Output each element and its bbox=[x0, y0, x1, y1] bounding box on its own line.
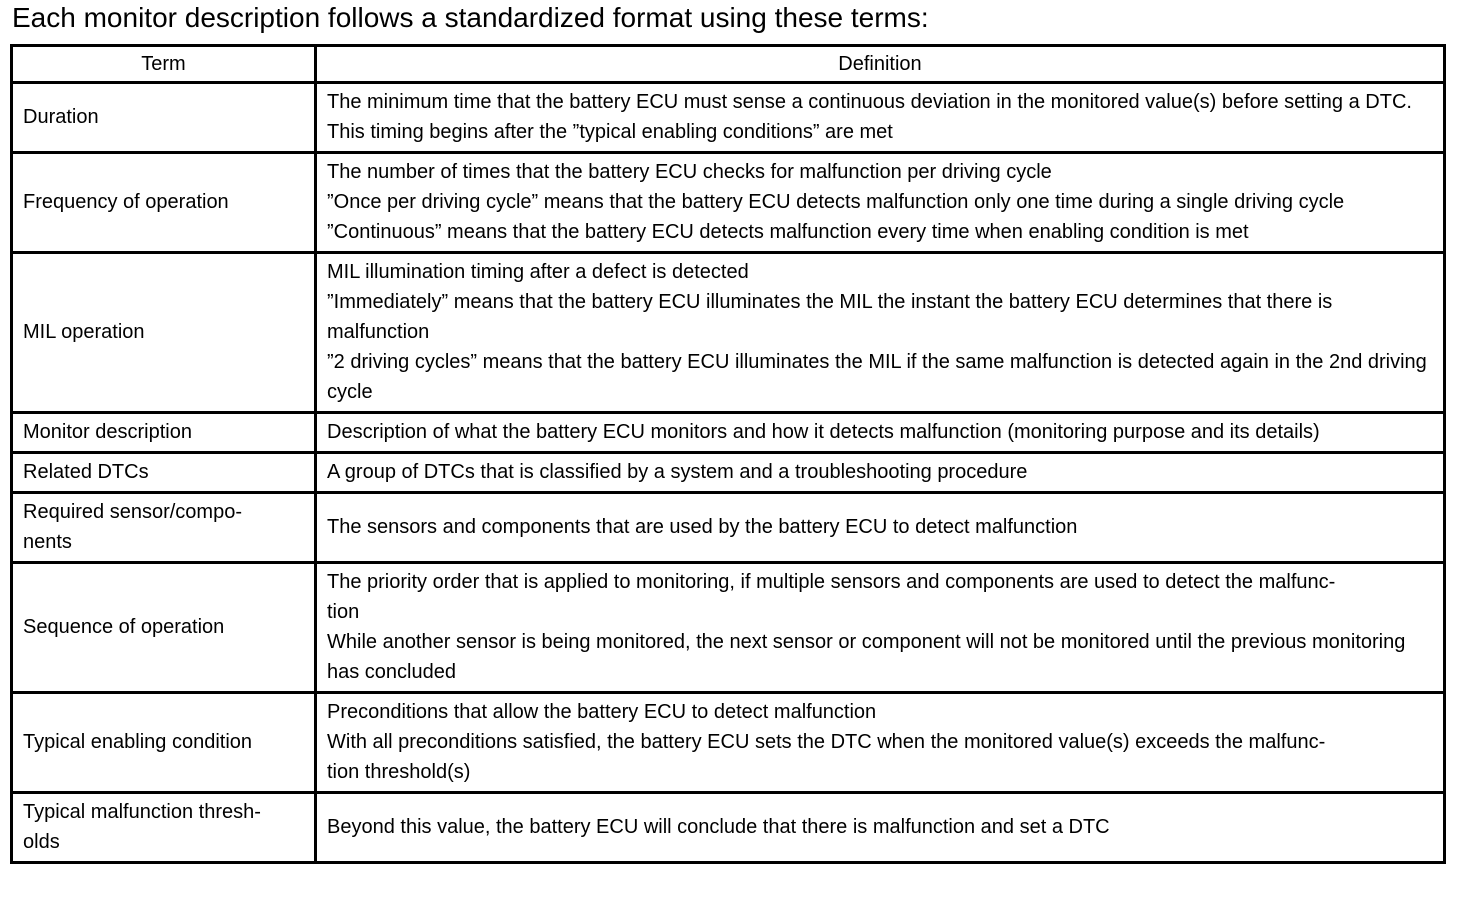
term-cell bbox=[12, 493, 316, 563]
definition-line bbox=[327, 257, 1433, 287]
page-heading: Each monitor description follows a standardized format using these terms: bbox=[12, 2, 929, 33]
term-cell bbox=[12, 153, 316, 253]
definition-line bbox=[327, 187, 1433, 217]
definition-text: ”Continuous” means that the battery ECU detects malfunction every time when enabling condition is met bbox=[327, 221, 1249, 243]
table-row bbox=[12, 453, 1445, 493]
definition-line bbox=[327, 417, 1433, 447]
term-cell bbox=[12, 253, 316, 413]
definition-column-header: Definition bbox=[316, 46, 1445, 83]
definition-text: tion bbox=[327, 601, 360, 623]
definition-line bbox=[327, 567, 1433, 627]
definition-cell bbox=[316, 413, 1445, 453]
term-text: Frequency of operation bbox=[23, 191, 229, 213]
definition-text: Preconditions that allow the battery ECU to detect malfunction bbox=[327, 701, 877, 723]
term-text: Sequence of operation bbox=[23, 616, 225, 638]
definition-line bbox=[327, 512, 1433, 542]
table-row bbox=[12, 153, 1445, 253]
definition-cell bbox=[316, 83, 1445, 153]
term-cell bbox=[12, 793, 316, 863]
table-body bbox=[12, 83, 1445, 863]
definition-line bbox=[327, 217, 1433, 247]
table-row bbox=[12, 793, 1445, 863]
table-row bbox=[12, 693, 1445, 793]
term-column-header: Term bbox=[12, 46, 316, 83]
definition-line bbox=[327, 727, 1433, 787]
definition-line bbox=[327, 287, 1433, 347]
definition-text: The priority order that is applied to monitoring, if multiple sensors and components are used to detect the malfunc- bbox=[327, 571, 1336, 593]
definition-text: The sensors and components that are used by the battery ECU to detect malfunction bbox=[327, 516, 1078, 538]
term-text: Duration bbox=[23, 106, 99, 128]
definition-text: While another sensor is being monitored, the next sensor or component will not be monitored until the previous monitoring has concluded bbox=[327, 631, 1406, 683]
definition-line bbox=[327, 157, 1433, 187]
term-cell bbox=[12, 563, 316, 693]
definition-line bbox=[327, 812, 1433, 842]
definition-cell bbox=[316, 493, 1445, 563]
definition-text: Description of what the battery ECU monitors and how it detects malfunction (monitoring purpose and its details) bbox=[327, 421, 1320, 443]
term-text: olds bbox=[23, 831, 60, 853]
definition-line bbox=[327, 627, 1433, 687]
definition-line bbox=[327, 347, 1433, 407]
definition-cell bbox=[316, 693, 1445, 793]
term-text: Related DTCs bbox=[23, 461, 149, 483]
table-row bbox=[12, 493, 1445, 563]
term-text: Typical enabling condition bbox=[23, 731, 253, 753]
table-row bbox=[12, 83, 1445, 153]
term-text: MIL operation bbox=[23, 321, 145, 343]
term-text: Monitor description bbox=[23, 421, 192, 443]
definition-text: ”Once per driving cycle” means that the battery ECU detects malfunction only one time during a single driving cycle bbox=[327, 191, 1345, 213]
table-header-row bbox=[12, 46, 1445, 83]
definition-text: MIL illumination timing after a defect is detected bbox=[327, 261, 749, 283]
definition-text: A group of DTCs that is classified by a system and a troubleshooting procedure bbox=[327, 461, 1028, 483]
definition-cell bbox=[316, 793, 1445, 863]
definition-text: tion threshold(s) bbox=[327, 761, 471, 783]
definition-cell bbox=[316, 453, 1445, 493]
table-row bbox=[12, 253, 1445, 413]
definition-text: ”2 driving cycles” means that the battery ECU illuminates the MIL if the same malfunction is detected again in the 2nd driving cycle bbox=[327, 351, 1427, 403]
definition-text: ”Immediately” means that the battery ECU illuminates the MIL the instant the battery ECU determines that there is malfunction bbox=[327, 291, 1333, 343]
term-text: nents bbox=[23, 531, 72, 553]
term-cell bbox=[12, 693, 316, 793]
terms-table bbox=[10, 44, 1446, 864]
definition-text: With all preconditions satisfied, the battery ECU sets the DTC when the monitored value(s) exceeds the malfunc- bbox=[327, 731, 1326, 753]
definition-text: The minimum time that the battery ECU must sense a continuous deviation in the monitored value(s) before setting a DTC. This timing begins after the ”typical enabling conditions” are met bbox=[327, 91, 1412, 143]
term-cell bbox=[12, 413, 316, 453]
term-text: Required sensor/compo- bbox=[23, 501, 242, 523]
definition-cell bbox=[316, 253, 1445, 413]
definition-line bbox=[327, 87, 1433, 147]
definition-text: Beyond this value, the battery ECU will conclude that there is malfunction and set a DTC bbox=[327, 816, 1110, 838]
definition-text: The number of times that the battery ECU checks for malfunction per driving cycle bbox=[327, 161, 1052, 183]
term-cell bbox=[12, 83, 316, 153]
definition-line bbox=[327, 457, 1433, 487]
table-row bbox=[12, 413, 1445, 453]
table-row bbox=[12, 563, 1445, 693]
definition-cell bbox=[316, 153, 1445, 253]
definition-cell bbox=[316, 563, 1445, 693]
definition-line bbox=[327, 697, 1433, 727]
term-text: Typical malfunction thresh- bbox=[23, 801, 261, 823]
term-cell bbox=[12, 453, 316, 493]
